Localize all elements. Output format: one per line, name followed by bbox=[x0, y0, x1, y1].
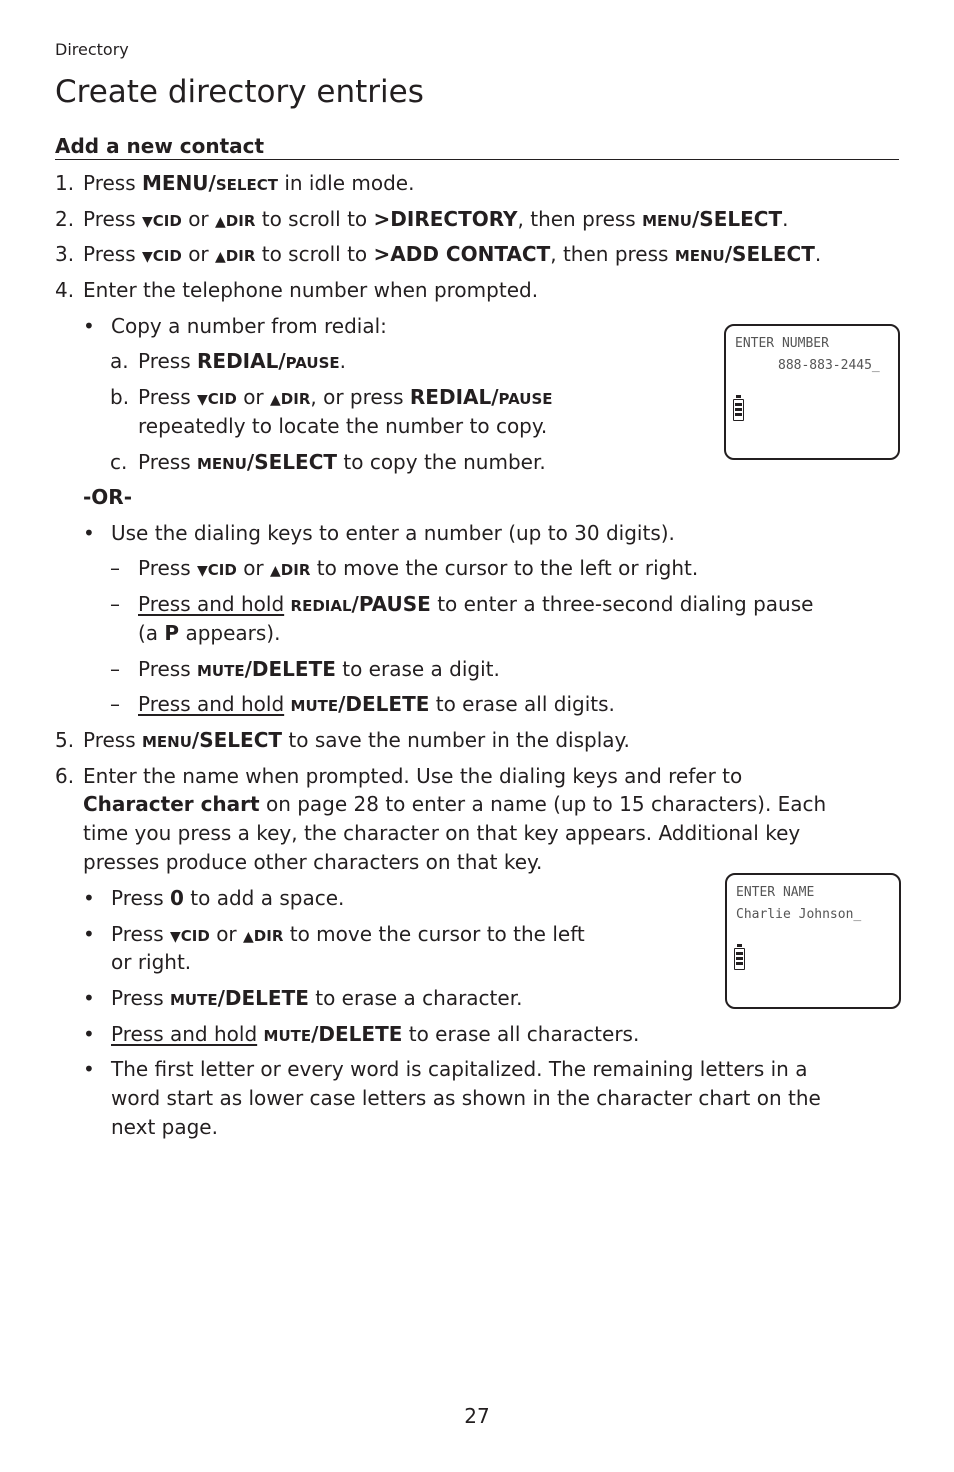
up-arrow-icon: ▲ bbox=[270, 563, 281, 579]
step-6-line-4: presses produce other characters on that key. bbox=[83, 850, 543, 874]
dash-move-cursor: – Press ▼CID or ▲DIR to move the cursor to the left or right. bbox=[110, 554, 698, 586]
bullet-move-cursor-cont: or right. bbox=[111, 950, 192, 974]
step-1: 1. Press MENU/SELECT in idle mode. bbox=[55, 171, 415, 195]
dash-pause-cont: (a P appears). bbox=[138, 621, 281, 645]
bullet-capitalization: • The first letter or every word is capitalized. The remaining letters in a bbox=[83, 1055, 807, 1084]
bullet-icon: • bbox=[83, 886, 95, 910]
bullet-erase-char: • Press MUTE/DELETE to erase a character. bbox=[83, 984, 522, 1015]
dash-icon: – bbox=[110, 692, 120, 716]
step-3: 3. Press ▼CID or ▲DIR to scroll to >ADD CONTACT, then press MENU/SELECT. bbox=[55, 242, 822, 266]
battery-icon bbox=[733, 399, 744, 421]
step-6: 6. Enter the name when prompted. Use the dialing keys and refer to bbox=[55, 764, 743, 788]
dash-icon: – bbox=[110, 592, 120, 616]
bullet-icon: • bbox=[83, 922, 95, 946]
bullet-dial-keys: • Use the dialing keys to enter a number (up to 30 digits). bbox=[83, 519, 675, 548]
down-arrow-icon: ▼ bbox=[142, 214, 153, 230]
lcd-screen-enter-name bbox=[725, 873, 901, 1009]
or-separator: -OR- bbox=[83, 485, 133, 509]
down-arrow-icon: ▼ bbox=[142, 249, 153, 265]
substep-4a: a. Press REDIAL/PAUSE. bbox=[110, 349, 346, 373]
lcd-line-2: 888-883-2445_ bbox=[778, 358, 880, 373]
battery-icon bbox=[734, 948, 745, 970]
down-arrow-icon: ▼ bbox=[197, 563, 208, 579]
section-heading: Add a new contact bbox=[55, 134, 899, 160]
bullet-icon: • bbox=[83, 521, 95, 545]
substep-4b-cont: repeatedly to locate the number to copy. bbox=[138, 414, 548, 438]
breadcrumb: Directory bbox=[55, 40, 129, 59]
step-2: 2. Press ▼CID or ▲DIR to scroll to >DIRECTORY, then press MENU/SELECT. bbox=[55, 207, 789, 231]
dash-pause: – Press and hold REDIAL/PAUSE to enter a three-second dialing pause bbox=[110, 590, 813, 621]
dash-erase-all-digits: – Press and hold MUTE/DELETE to erase all digits. bbox=[110, 690, 615, 721]
dash-erase-digit: – Press MUTE/DELETE to erase a digit. bbox=[110, 655, 500, 686]
bullet-icon: • bbox=[83, 1057, 95, 1081]
bullet-move-cursor: • Press ▼CID or ▲DIR to move the cursor to the left bbox=[83, 920, 585, 952]
dash-icon: – bbox=[110, 657, 120, 681]
step-6-line-3: time you press a key, the character on that key appears. Additional key bbox=[83, 821, 801, 845]
bullet-icon: • bbox=[83, 986, 95, 1010]
up-arrow-icon: ▲ bbox=[215, 249, 226, 265]
lcd-line-2: Charlie Johnson_ bbox=[736, 907, 862, 922]
page-number: 27 bbox=[464, 1404, 490, 1428]
dash-icon: – bbox=[110, 556, 120, 580]
lcd-line-1: ENTER NUMBER bbox=[735, 336, 829, 351]
bullet-erase-all-chars: • Press and hold MUTE/DELETE to erase all characters. bbox=[83, 1020, 639, 1051]
substep-4b: b. Press ▼CID or ▲DIR, or press REDIAL/PAUSE bbox=[110, 385, 553, 409]
up-arrow-icon: ▲ bbox=[215, 214, 226, 230]
bullet-copy-redial: • Copy a number from redial: bbox=[83, 312, 387, 341]
up-arrow-icon: ▲ bbox=[270, 392, 281, 408]
substep-4c: c. Press MENU/SELECT to copy the number. bbox=[110, 450, 546, 474]
lcd-screen-enter-number bbox=[724, 324, 900, 460]
bullet-capitalization-line-2: word start as lower case letters as shown in the character chart on the bbox=[111, 1086, 821, 1110]
bullet-add-space: • Press 0 to add a space. bbox=[83, 884, 344, 913]
bullet-icon: • bbox=[83, 314, 95, 338]
page-title: Create directory entries bbox=[55, 74, 424, 110]
down-arrow-icon: ▼ bbox=[170, 929, 181, 945]
bullet-capitalization-line-3: next page. bbox=[111, 1115, 218, 1139]
down-arrow-icon: ▼ bbox=[197, 392, 208, 408]
bullet-icon: • bbox=[83, 1022, 95, 1046]
step-4: 4. Enter the telephone number when prompted. bbox=[55, 278, 539, 302]
step-6-line-2: Character chart on page 28 to enter a name (up to 15 characters). Each bbox=[83, 792, 827, 816]
up-arrow-icon: ▲ bbox=[243, 929, 254, 945]
step-5: 5. Press MENU/SELECT to save the number in the display. bbox=[55, 728, 630, 752]
lcd-line-1: ENTER NAME bbox=[736, 885, 815, 900]
